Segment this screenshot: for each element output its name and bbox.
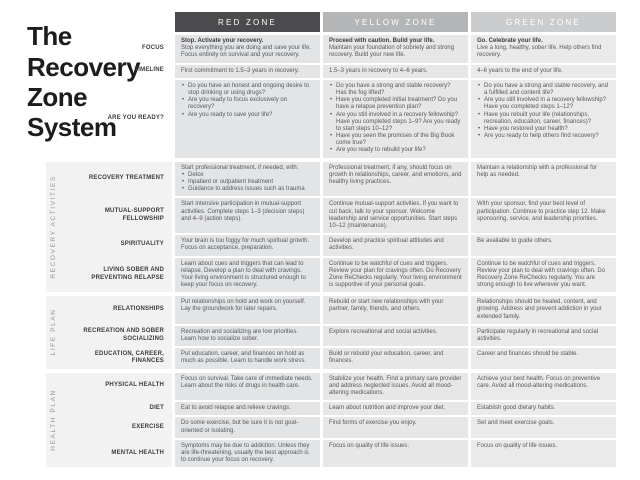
cell-bullet-item: • Are you ready to help others find recovery? <box>477 133 610 140</box>
row-label-spirituality: SPIRITUALITY <box>120 241 164 248</box>
cell-exercise-yellow-zone <box>323 417 468 437</box>
cell-recovery-treatment-red-zone <box>175 162 320 197</box>
cell-relationships-red-zone <box>175 296 320 324</box>
cell-mutual-support-fellowship-yellow-zone <box>323 198 468 233</box>
cell-physical-health-green-zone <box>471 373 616 401</box>
cell-text: Focus on quality of life issues. <box>329 442 410 449</box>
cell-recreation-and-sober-socializing-yellow-zone <box>323 326 468 346</box>
cell-text: Find forms of exercise you enjoy. <box>329 420 417 427</box>
cell-text: Start intensive participation in mutual-support activities. Complete steps 1–3 (decision steps) and 4–9 (action steps). <box>181 201 305 222</box>
row-label-education-career-finances: EDUCATION, CAREER, FINANCES <box>94 350 164 365</box>
cell-text: Continue mutual-support activities. If you want to cut back, talk to your sponsor. Welcome leadership and service opportunities. Start steps 10–12 (maintenance). <box>329 201 459 229</box>
row-label-living-sober-and-preventing-relapse: LIVING SOBER AND PREVENTING RELAPSE <box>91 267 164 281</box>
cell-physical-health-yellow-zone <box>323 373 468 401</box>
cell-text: Participate regularly in recreational and social activities. <box>477 328 599 342</box>
row-label-relationships: RELATIONSHIPS <box>113 306 164 313</box>
cell-living-sober-and-preventing-relapse-green-zone <box>471 258 616 293</box>
cell-bullet-item: • Detox <box>181 172 314 179</box>
cell-text: Live a long, healthy, sober life. Help others find recovery. <box>477 45 602 59</box>
section-life-plan <box>0 296 616 368</box>
cell-text: Build or rebuild your education, career, and finances. <box>329 351 444 365</box>
cell-living-sober-and-preventing-relapse-red-zone <box>175 258 320 293</box>
group-label-life-plan: LIFE PLAN <box>50 308 57 356</box>
group-label-health-plan: HEALTH PLAN <box>50 389 57 451</box>
cell-text: Do some exercise, but be sure it is not goal-oriented or isolating. <box>181 420 299 434</box>
cell-living-sober-and-preventing-relapse-yellow-zone <box>323 258 468 293</box>
cell-text: Recreation and socializing are low priorities. Learn how to socialize sober. <box>181 328 299 342</box>
cell-text: 4–6 years to the end of your life. <box>477 67 563 74</box>
cell-mental-health-green-zone <box>471 440 616 468</box>
cell-bullet-item: • Have you completed initial treatment? Do you have a relapse prevention plan? <box>329 97 462 111</box>
row-label-physical-health: PHYSICAL HEALTH <box>105 382 164 389</box>
row-label-mental-health: MENTAL HEALTH <box>111 449 164 456</box>
section-health-plan <box>0 373 616 468</box>
cell-text: Relationships should be healed, content, and growing. Address and prevent addiction in your extended family. <box>477 299 602 320</box>
cell-text: Professional treatment, if any, should focus on growth in relationships, career, and emotions, and healthy living practices. <box>329 164 462 185</box>
row-label-recovery-treatment: RECOVERY TREATMENT <box>88 175 164 182</box>
cell-lead: Proceed with caution. Build your life. <box>329 38 435 44</box>
cell-timeline-green-zone <box>471 65 616 78</box>
cell-spirituality-red-zone <box>175 235 320 255</box>
recovery-zone-table <box>0 12 616 471</box>
cell-text: Stabilize your health. Find a primary care provider and address neglected issues. Avoid all mood-altering medications. <box>329 375 462 396</box>
red-zone-header: RED ZONE <box>175 12 320 32</box>
row-label-are-you-ready: ARE YOU READY? <box>107 114 164 121</box>
cell-text: Continue to be watchful of cues and triggers. Review your plan to deal with cravings often. Do Recovery Zone ReChecks regularly. You are strong enough to live wherever you want. <box>477 260 606 289</box>
cell-text: Achieve your best health. Focus on preventive care. Avoid all mood-altering medications. <box>477 375 601 389</box>
cell-focus-red-zone <box>175 35 320 63</box>
cell-mutual-support-fellowship-red-zone <box>175 198 320 233</box>
cell-bullet-item: • Inpatient or outpatient treatment <box>181 179 314 186</box>
cell-bullet-item: • Do you have a strong and stable recovery? Has the fog lifted? <box>329 83 462 97</box>
cell-text: First commitment to 1.5–3 years in recovery. <box>181 67 299 74</box>
cell-bullet-item: • Do you have a strong and stable recovery, and a fulfilled and content life? <box>477 83 610 97</box>
cell-focus-yellow-zone <box>323 35 468 63</box>
cell-diet-green-zone <box>471 402 616 415</box>
cell-education-career-finances-red-zone <box>175 348 320 368</box>
cell-bullet-item: • Have you rebuilt your life (relationships, recreation, education, career, finances)? <box>477 112 610 126</box>
group-label-recovery-activities: RECOVERY ACTIVITIES <box>50 175 57 279</box>
row-label-mutual-support-fellowship: MUTUAL-SUPPORT FELLOWSHIP <box>104 207 164 222</box>
cell-exercise-green-zone <box>471 417 616 437</box>
cell-text: Be available to guide others. <box>477 238 553 245</box>
cell-text: Symptoms may be due to addiction. Unless they are life-threatening, usually the best approach is to continue your focus on recovery. <box>181 442 310 464</box>
cell-text: Start professional treatment, if needed, with: <box>181 164 299 171</box>
cell-mental-health-yellow-zone <box>323 440 468 468</box>
cell-text: Maintain your foundation of sobriety and strong recovery. Build your new life. <box>329 45 455 59</box>
cell-physical-health-red-zone <box>175 373 320 401</box>
page-title: The Recovery Zone System <box>27 21 141 142</box>
cell-are-you-ready-yellow-zone <box>323 80 468 158</box>
cell-education-career-finances-green-zone <box>471 348 616 368</box>
cell-text: Learn about cues and triggers that can lead to relapse. Develop a plan to deal with cravings. Your living environment is structured enough to keep your focus on recovery. <box>181 260 306 289</box>
row-label-diet: DIET <box>149 404 164 411</box>
cell-spirituality-yellow-zone <box>323 235 468 255</box>
cell-timeline-red-zone <box>175 65 320 78</box>
cell-diet-yellow-zone <box>323 402 468 415</box>
cell-text: Career and finances should be stable. <box>477 351 579 358</box>
cell-text: Learn about nutrition and improve your diet. <box>329 405 446 412</box>
cell-lead: Go. Celebrate your life. <box>477 38 543 44</box>
cell-text: Rebuild or start new relationships with your partner, family, friends, and others. <box>329 299 444 313</box>
cell-diet-red-zone <box>175 402 320 415</box>
row-label-timeline: TIMELINE <box>134 67 164 74</box>
cell-text: With your sponsor, find your best level of participation. Continue to practice step 12. Make sponsoring, service, and leadership priorities. <box>477 201 606 222</box>
cell-text: Eat to avoid relapse and relieve cravings. <box>181 405 291 412</box>
table-body <box>0 35 616 467</box>
cell-education-career-finances-yellow-zone <box>323 348 468 368</box>
cell-relationships-yellow-zone <box>323 296 468 324</box>
cell-bullet-item: • Are you ready to focus exclusively on recovery? <box>181 97 314 111</box>
green-zone-header: GREEN ZONE <box>471 12 616 32</box>
cell-exercise-red-zone <box>175 417 320 437</box>
cell-text: Focus on quality of life issues. <box>477 442 558 449</box>
cell-bullet-item: • Are you still involved in a recovery fellowship? Have you completed steps 1–12? <box>477 97 610 111</box>
section-overview <box>0 35 616 158</box>
yellow-zone-header: YELLOW ZONE <box>323 12 468 32</box>
cell-text: Explore recreational and social activities. <box>329 328 438 335</box>
header-spacer <box>0 12 172 32</box>
row-label-exercise: EXERCISE <box>132 423 164 430</box>
cell-focus-green-zone <box>471 35 616 63</box>
cell-text: Put relationships on hold and work on yourself. Lay the groundwork for later repairs. <box>181 299 306 313</box>
zone-header-row <box>0 12 616 32</box>
row-label-recreation-and-sober-socializing: RECREATION AND SOBER SOCIALIZING <box>83 328 164 342</box>
cell-are-you-ready-green-zone <box>471 80 616 158</box>
cell-recovery-treatment-yellow-zone <box>323 162 468 197</box>
cell-text: Establish good dietary habits. <box>477 405 556 412</box>
cell-bullet-item: • Have you seen the promises of the Big Book come true? <box>329 133 462 147</box>
cell-text: Stop everything you are doing and save your life. Focus entirely on survival and your recovery. <box>181 45 312 59</box>
cell-bullet-item: • Are you ready to rebuild your life? <box>329 147 462 154</box>
cell-lead: Stop. Activate your recovery. <box>181 38 264 44</box>
cell-mutual-support-fellowship-green-zone <box>471 198 616 233</box>
cell-mental-health-red-zone <box>175 440 320 468</box>
cell-bullet-item: • Guidance to address issues such as trauma <box>181 186 314 193</box>
cell-bullet-item: • Have you restored your health? <box>477 126 610 133</box>
cell-text: Set and meet exercise goals. <box>477 420 555 427</box>
cell-text: 1.5–3 years in recovery to 4–6 years. <box>329 67 428 74</box>
cell-timeline-yellow-zone <box>323 65 468 78</box>
cell-text: Focus on survival. Take care of immediate needs. Learn about the risks of drugs in health care. <box>181 375 313 389</box>
cell-text: Continue to be watchful of cues and triggers. Review your plan for cravings often. Do Recovery Zone ReChecks regularly. Your living environment is supportive of your personal goals. <box>329 260 462 289</box>
cell-relationships-green-zone <box>471 296 616 324</box>
cell-spirituality-green-zone <box>471 235 616 255</box>
cell-bullet-item: • Are you ready to save your life? <box>181 112 314 119</box>
cell-text: Develop and practice spiritual attitudes and activities. <box>329 238 444 252</box>
cell-text: Maintain a relationship with a professional for help as needed. <box>477 164 598 178</box>
cell-recreation-and-sober-socializing-green-zone <box>471 326 616 346</box>
row-label-focus: FOCUS <box>142 44 164 51</box>
cell-bullet-item: • Are you still involved in a recovery fellowship? Have you completed steps 1–9? Are you ready to start steps 10–12? <box>329 112 462 134</box>
cell-text: Your brain is too foggy for much spiritual growth. Focus on acceptance, preparation. <box>181 238 310 252</box>
cell-are-you-ready-red-zone <box>175 80 320 158</box>
cell-recovery-treatment-green-zone <box>471 162 616 197</box>
cell-text: Put education, career, and finances on hold as much as possible. Learn to handle work stress. <box>181 351 307 365</box>
cell-bullet-item: • Do you have an honest and ongoing desire to stop drinking or using drugs? <box>181 83 314 97</box>
cell-recreation-and-sober-socializing-red-zone <box>175 326 320 346</box>
section-recovery-activities <box>0 162 616 293</box>
